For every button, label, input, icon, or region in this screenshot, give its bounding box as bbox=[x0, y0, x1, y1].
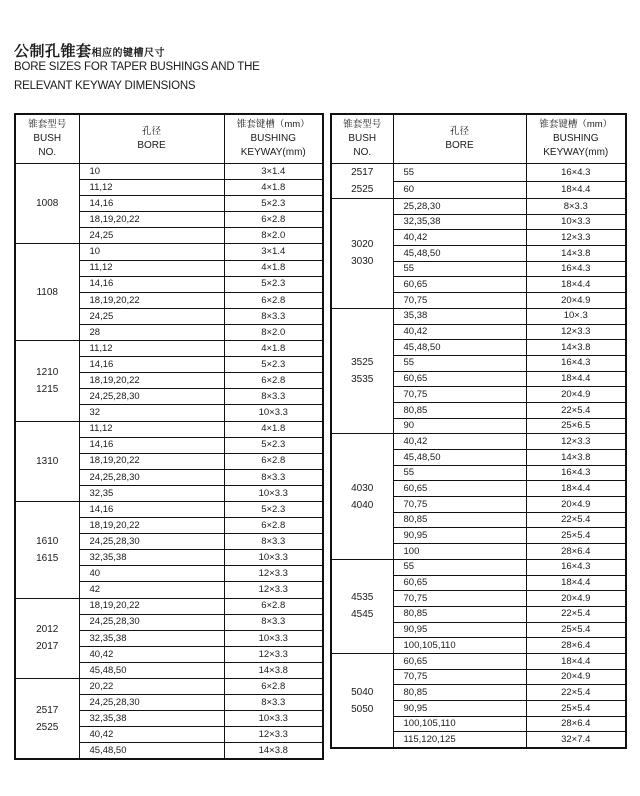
keyway-cell: 10×3.3 bbox=[224, 630, 323, 646]
keyway-cell: 12×3.3 bbox=[224, 566, 323, 582]
keyway-cell: 28×6.4 bbox=[526, 716, 626, 732]
keyway-cell: 18×4.4 bbox=[526, 653, 626, 669]
keyway-cell: 20×4.9 bbox=[526, 387, 626, 403]
bush-no: 3535 bbox=[351, 374, 374, 386]
bore-cell: 32,35,38 bbox=[393, 214, 526, 230]
keyway-cell: 14×3.8 bbox=[526, 450, 626, 466]
table-row bbox=[331, 199, 626, 215]
table-row bbox=[331, 653, 626, 669]
title-en-line1: BORE SIZES FOR TAPER BUSHINGS AND THE bbox=[14, 61, 260, 73]
keyway-cell: 8×3.3 bbox=[224, 614, 323, 630]
bush-no: 2525 bbox=[36, 721, 59, 733]
page-title bbox=[14, 40, 165, 61]
bush-no: 3030 bbox=[351, 256, 374, 268]
keyway-cell: 16×4.3 bbox=[526, 355, 626, 371]
header-bore-cn: 孔径 bbox=[449, 126, 469, 137]
keyway-cell: 10×3.3 bbox=[224, 550, 323, 566]
title-en-line2: RELEVANT KEYWAY DIMENSIONS bbox=[14, 80, 196, 92]
bore-cell: 18,19,20,22 bbox=[79, 292, 224, 308]
table-row bbox=[15, 679, 323, 695]
bore-cell: 90,95 bbox=[393, 701, 526, 717]
keyway-cell: 20×4.9 bbox=[526, 293, 626, 309]
keyway-cell: 16×4.3 bbox=[526, 164, 626, 182]
bush-no: 2017 bbox=[36, 641, 59, 653]
bore-cell: 80,85 bbox=[393, 685, 526, 701]
bush-no: 1008 bbox=[36, 198, 59, 210]
keyway-cell: 10×3.3 bbox=[526, 214, 626, 230]
bush-no-cell bbox=[331, 434, 393, 560]
table-body bbox=[15, 164, 323, 760]
table-body bbox=[331, 164, 626, 749]
header-bush-en2: NO. bbox=[38, 147, 57, 158]
keyway-cell: 12×3.3 bbox=[526, 230, 626, 246]
bush-no: 3525 bbox=[351, 357, 374, 369]
header-keyway-en2: KEYWAY(mm) bbox=[543, 147, 609, 158]
bore-cell: 24,25,28,30 bbox=[79, 614, 224, 630]
keyway-cell: 14×3.8 bbox=[224, 662, 323, 678]
table-row bbox=[15, 501, 323, 517]
bore-cell: 32,35,38 bbox=[79, 550, 224, 566]
keyway-cell: 6×2.8 bbox=[224, 598, 323, 614]
bore-cell: 42 bbox=[79, 582, 224, 598]
bore-cell: 70,75 bbox=[393, 293, 526, 309]
bore-cell: 40 bbox=[79, 566, 224, 582]
header-bore-cn: 孔径 bbox=[141, 126, 161, 137]
bore-cell: 60,65 bbox=[393, 653, 526, 669]
header-keyway-en1: BUSHING bbox=[250, 133, 297, 144]
bush-no-cell bbox=[15, 421, 79, 501]
bush-no: 1215 bbox=[36, 383, 59, 395]
bush-no: 1108 bbox=[36, 286, 58, 298]
keyway-cell: 28×6.4 bbox=[526, 638, 626, 654]
keyway-cell: 12×3.3 bbox=[224, 582, 323, 598]
bore-cell: 11,12 bbox=[79, 180, 224, 196]
bore-cell: 40,42 bbox=[393, 230, 526, 246]
keyway-cell: 8×3.3 bbox=[224, 534, 323, 550]
keyway-cell: 12×3.3 bbox=[224, 646, 323, 662]
bore-cell: 10 bbox=[79, 164, 224, 180]
bore-cell: 45,48,50 bbox=[393, 340, 526, 356]
bore-cell: 14,16 bbox=[79, 196, 224, 212]
bore-cell: 55 bbox=[393, 465, 526, 481]
keyway-cell: 12×3.3 bbox=[526, 324, 626, 340]
bore-cell: 60 bbox=[393, 181, 526, 199]
bore-cell: 24,25,28,30 bbox=[79, 695, 224, 711]
bore-cell: 60,65 bbox=[393, 277, 526, 293]
keyway-cell: 6×2.8 bbox=[224, 212, 323, 228]
bush-no-cell bbox=[15, 164, 79, 244]
keyway-cell: 12×3.3 bbox=[526, 434, 626, 450]
bore-cell: 32,35,38 bbox=[79, 711, 224, 727]
keyway-cell: 20×4.9 bbox=[526, 669, 626, 685]
header-bush-cn: 锥套型号 bbox=[28, 119, 67, 130]
bush-no: 2517 bbox=[36, 704, 59, 716]
keyway-cell: 6×2.8 bbox=[224, 453, 323, 469]
bore-cell: 18,19,20,22 bbox=[79, 518, 224, 534]
keyway-cell: 10×3.3 bbox=[224, 485, 323, 501]
table-row bbox=[15, 341, 323, 357]
keyway-cell: 14×3.8 bbox=[224, 743, 323, 760]
keyway-cell: 20×4.9 bbox=[526, 591, 626, 607]
header-bore-en: BORE bbox=[445, 140, 474, 151]
bore-cell: 100 bbox=[393, 544, 526, 560]
bore-cell: 24,25,28,30 bbox=[79, 469, 224, 485]
keyway-cell: 8×3.3 bbox=[224, 695, 323, 711]
bore-cell: 40,42 bbox=[79, 646, 224, 662]
bush-no-cell bbox=[331, 653, 393, 748]
bush-no-cell bbox=[15, 341, 79, 421]
keyway-cell: 6×2.8 bbox=[224, 518, 323, 534]
bore-cell: 70,75 bbox=[393, 497, 526, 513]
header-bush-en1: BUSH bbox=[348, 133, 377, 144]
bore-cell: 24,25,28,30 bbox=[79, 534, 224, 550]
keyway-cell: 8×2.0 bbox=[224, 324, 323, 340]
bore-cell: 35,38 bbox=[393, 308, 526, 324]
bush-no: 1310 bbox=[36, 455, 59, 467]
bush-no: 1610 bbox=[36, 535, 59, 547]
bore-cell: 14,16 bbox=[79, 357, 224, 373]
keyway-cell: 3×1.4 bbox=[224, 164, 323, 180]
bore-cell: 32,35,38 bbox=[79, 630, 224, 646]
bore-cell: 45,48,50 bbox=[79, 662, 224, 678]
keyway-cell: 4×1.8 bbox=[224, 260, 323, 276]
bore-cell: 11,12 bbox=[79, 421, 224, 437]
bore-cell: 100,105,110 bbox=[393, 638, 526, 654]
keyway-cell: 18×4.4 bbox=[526, 481, 626, 497]
header-bush-no bbox=[15, 114, 79, 164]
bore-sizes-table-right bbox=[330, 113, 627, 749]
bore-sizes-table-left bbox=[14, 113, 324, 760]
table-header-row bbox=[331, 114, 626, 164]
bush-no-cell bbox=[15, 679, 79, 760]
header-bore-en: BORE bbox=[137, 140, 166, 151]
header-keyway bbox=[526, 114, 626, 164]
title-cn-sub: 相应的键槽尺寸 bbox=[91, 48, 166, 59]
bore-cell: 45,48,50 bbox=[79, 743, 224, 760]
bore-cell: 55 bbox=[393, 261, 526, 277]
keyway-cell: 14×3.8 bbox=[526, 246, 626, 262]
keyway-cell: 25×5.4 bbox=[526, 528, 626, 544]
keyway-cell: 10×3.3 bbox=[224, 711, 323, 727]
bore-cell: 32,35 bbox=[79, 485, 224, 501]
bore-cell: 40,42 bbox=[79, 727, 224, 743]
keyway-cell: 12×3.3 bbox=[224, 727, 323, 743]
bore-cell: 90,95 bbox=[393, 528, 526, 544]
bore-cell: 25,28,30 bbox=[393, 199, 526, 215]
keyway-cell: 16×4.3 bbox=[526, 261, 626, 277]
bore-cell: 14,16 bbox=[79, 276, 224, 292]
bore-cell: 20,22 bbox=[79, 679, 224, 695]
bush-no-cell bbox=[15, 598, 79, 678]
bore-cell: 70,75 bbox=[393, 591, 526, 607]
keyway-cell: 28×6.4 bbox=[526, 544, 626, 560]
header-bush-en2: NO. bbox=[353, 147, 372, 158]
header-keyway-cn: 锥套键槽（mm） bbox=[236, 119, 310, 130]
bore-cell: 45,48,50 bbox=[393, 246, 526, 262]
bore-cell: 45,48,50 bbox=[393, 450, 526, 466]
bore-cell: 55 bbox=[393, 559, 526, 575]
bush-no: 4545 bbox=[351, 609, 374, 621]
keyway-cell: 8×3.3 bbox=[224, 469, 323, 485]
bush-no: 4040 bbox=[351, 499, 374, 511]
bore-cell: 24,25 bbox=[79, 308, 224, 324]
header-bush-no bbox=[331, 114, 393, 164]
bush-no: 2525 bbox=[351, 184, 374, 195]
header-bore bbox=[79, 114, 224, 164]
bush-no-cell bbox=[15, 244, 79, 341]
bush-no: 1615 bbox=[36, 552, 59, 564]
bore-cell: 11,12 bbox=[79, 341, 224, 357]
bore-cell: 100,105,110 bbox=[393, 716, 526, 732]
keyway-cell: 18×4.4 bbox=[526, 181, 626, 199]
bore-cell: 115,120,125 bbox=[393, 732, 526, 748]
keyway-cell: 16×4.3 bbox=[526, 559, 626, 575]
bore-cell: 18,19,20,22 bbox=[79, 598, 224, 614]
header-keyway bbox=[224, 114, 323, 164]
bore-cell: 10 bbox=[79, 244, 224, 260]
header-keyway-cn: 锥套键槽（mm） bbox=[539, 119, 613, 130]
bore-cell: 55 bbox=[393, 355, 526, 371]
header-bush-en1: BUSH bbox=[33, 133, 62, 144]
keyway-cell: 25×5.4 bbox=[526, 622, 626, 638]
bore-cell: 14,16 bbox=[79, 501, 224, 517]
keyway-cell: 25×5.4 bbox=[526, 701, 626, 717]
bore-cell: 14,16 bbox=[79, 437, 224, 453]
keyway-cell: 5×2.3 bbox=[224, 357, 323, 373]
bore-cell: 24,25,28,30 bbox=[79, 389, 224, 405]
bore-cell: 70,75 bbox=[393, 669, 526, 685]
keyway-cell: 22×5.4 bbox=[526, 512, 626, 528]
bore-cell: 18,19,20,22 bbox=[79, 373, 224, 389]
keyway-cell: 5×2.3 bbox=[224, 196, 323, 212]
bush-no: 5040 bbox=[351, 686, 374, 698]
bore-cell: 60,65 bbox=[393, 481, 526, 497]
keyway-cell: 8×3.3 bbox=[526, 199, 626, 215]
bush-no: 5050 bbox=[351, 703, 374, 715]
table-row bbox=[15, 421, 323, 437]
bush-no: 4535 bbox=[351, 592, 374, 604]
bore-cell: 80,85 bbox=[393, 402, 526, 418]
keyway-cell: 18×4.4 bbox=[526, 575, 626, 591]
bore-cell: 80,85 bbox=[393, 606, 526, 622]
keyway-cell: 18×4.4 bbox=[526, 277, 626, 293]
bore-cell: 40,42 bbox=[393, 324, 526, 340]
keyway-cell: 6×2.8 bbox=[224, 292, 323, 308]
bush-no: 1210 bbox=[36, 366, 59, 378]
bush-no: 2517 bbox=[351, 167, 374, 178]
bore-cell: 90 bbox=[393, 418, 526, 434]
header-bush-cn: 锥套型号 bbox=[343, 119, 382, 130]
bush-no: 4030 bbox=[351, 482, 374, 494]
bush-no-cell bbox=[331, 559, 393, 653]
table-row bbox=[331, 559, 626, 575]
bush-no-cell bbox=[331, 164, 393, 199]
keyway-cell: 22×5.4 bbox=[526, 685, 626, 701]
keyway-cell: 16×4.3 bbox=[526, 465, 626, 481]
keyway-cell: 14×3.8 bbox=[526, 340, 626, 356]
bore-cell: 32 bbox=[79, 405, 224, 421]
bore-cell: 80,85 bbox=[393, 512, 526, 528]
title-cn-main: 公制孔锥套 bbox=[14, 43, 92, 60]
keyway-cell: 6×2.8 bbox=[224, 679, 323, 695]
keyway-cell: 20×4.9 bbox=[526, 497, 626, 513]
table-row bbox=[15, 164, 323, 180]
bush-no-cell bbox=[331, 308, 393, 434]
keyway-cell: 22×5.4 bbox=[526, 606, 626, 622]
keyway-cell: 8×3.3 bbox=[224, 389, 323, 405]
bore-cell: 18,19,20,22 bbox=[79, 212, 224, 228]
keyway-cell: 22×5.4 bbox=[526, 402, 626, 418]
table-row bbox=[15, 244, 323, 260]
bore-cell: 70,75 bbox=[393, 387, 526, 403]
bore-cell: 60,65 bbox=[393, 371, 526, 387]
header-keyway-en2: KEYWAY(mm) bbox=[240, 147, 306, 158]
bore-cell: 18,19,20,22 bbox=[79, 453, 224, 469]
header-keyway-en1: BUSHING bbox=[552, 133, 599, 144]
keyway-cell: 8×2.0 bbox=[224, 228, 323, 244]
bore-cell: 40,42 bbox=[393, 434, 526, 450]
bore-cell: 11,12 bbox=[79, 260, 224, 276]
bore-cell: 24,25 bbox=[79, 228, 224, 244]
keyway-cell: 18×4.4 bbox=[526, 371, 626, 387]
keyway-cell: 4×1.8 bbox=[224, 421, 323, 437]
bush-no-cell bbox=[15, 501, 79, 598]
bore-cell: 60,65 bbox=[393, 575, 526, 591]
keyway-cell: 10×.3 bbox=[526, 308, 626, 324]
keyway-cell: 8×3.3 bbox=[224, 308, 323, 324]
keyway-cell: 32×7.4 bbox=[526, 732, 626, 748]
header-bore bbox=[393, 114, 526, 164]
keyway-cell: 10×3.3 bbox=[224, 405, 323, 421]
table-row bbox=[331, 164, 626, 182]
table-row bbox=[15, 598, 323, 614]
keyway-cell: 6×2.8 bbox=[224, 373, 323, 389]
bore-cell: 55 bbox=[393, 164, 526, 182]
keyway-cell: 5×2.3 bbox=[224, 276, 323, 292]
keyway-cell: 25×6.5 bbox=[526, 418, 626, 434]
bore-cell: 28 bbox=[79, 324, 224, 340]
table-row bbox=[331, 434, 626, 450]
keyway-cell: 3×1.4 bbox=[224, 244, 323, 260]
keyway-cell: 4×1.8 bbox=[224, 180, 323, 196]
keyway-cell: 4×1.8 bbox=[224, 341, 323, 357]
bush-no-cell bbox=[331, 199, 393, 309]
bush-no: 3020 bbox=[351, 239, 374, 251]
bush-no: 2012 bbox=[36, 624, 59, 636]
table-header-row bbox=[15, 114, 323, 164]
bore-cell: 90,95 bbox=[393, 622, 526, 638]
keyway-cell: 5×2.3 bbox=[224, 437, 323, 453]
keyway-cell: 5×2.3 bbox=[224, 501, 323, 517]
table-row bbox=[331, 308, 626, 324]
